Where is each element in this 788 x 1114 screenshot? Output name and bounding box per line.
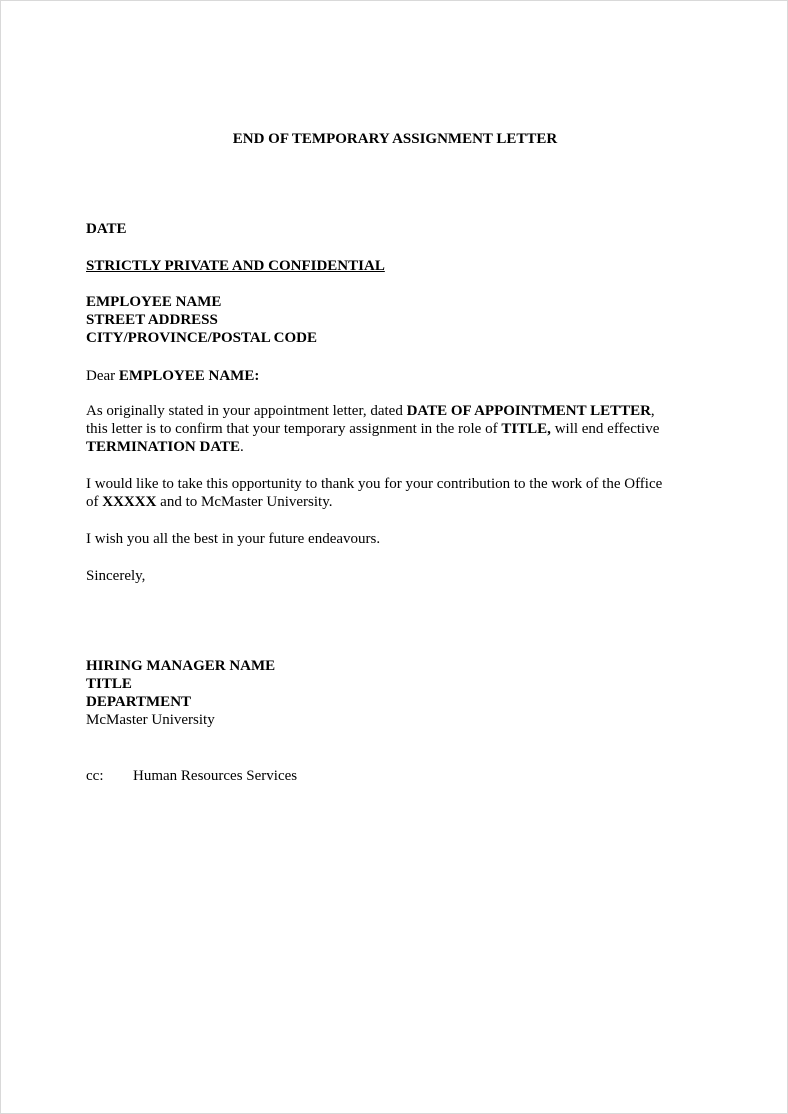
paragraph-text: and to McMaster University. xyxy=(156,494,333,510)
office-placeholder: XXXXX xyxy=(102,494,157,510)
cc-label: cc: xyxy=(86,768,104,784)
paragraph-text: will end effective xyxy=(550,421,660,437)
paragraph-confirmation xyxy=(86,402,701,456)
termination-date-placeholder: TERMINATION DATE xyxy=(86,439,241,455)
recipient-address xyxy=(86,293,701,347)
paragraph-text: this letter is to confirm that your temporary assignment in the role of xyxy=(86,421,502,437)
signer-department: DEPARTMENT xyxy=(86,694,192,710)
title-placeholder: TITLE, xyxy=(501,421,551,437)
salutation-name: EMPLOYEE NAME: xyxy=(118,368,260,384)
letter-title: END OF TEMPORARY ASSIGNMENT LETTER xyxy=(232,131,558,147)
salutation-prefix: Dear xyxy=(86,368,119,384)
salutation xyxy=(86,367,701,385)
confidential-notice: STRICTLY PRIVATE AND CONFIDENTIAL xyxy=(86,258,385,274)
paragraph-wishes: I wish you all the best in your future endeavours. xyxy=(86,531,381,547)
recipient-street: STREET ADDRESS xyxy=(86,312,218,328)
paragraph-text: . xyxy=(240,439,244,455)
signer-name: HIRING MANAGER NAME xyxy=(86,658,276,674)
paragraph-line xyxy=(86,420,701,438)
date-placeholder: DATE xyxy=(86,221,127,237)
paragraph-thanks xyxy=(86,475,701,511)
paragraph-text: As originally stated in your appointment letter, dated xyxy=(86,403,407,419)
signer-title: TITLE xyxy=(86,676,132,692)
closing: Sincerely, xyxy=(86,568,146,584)
signature-block xyxy=(86,657,701,729)
paragraph-text: of xyxy=(86,494,103,510)
cc-recipient: Human Resources Services xyxy=(133,768,298,784)
signer-organization: McMaster University xyxy=(86,712,215,728)
paragraph-text: , xyxy=(650,403,655,419)
recipient-city: CITY/PROVINCE/POSTAL CODE xyxy=(86,330,318,346)
cc-line xyxy=(86,767,701,785)
appointment-date-placeholder: DATE OF APPOINTMENT LETTER xyxy=(406,403,651,419)
paragraph-line xyxy=(86,438,701,456)
paragraph-line xyxy=(86,493,701,511)
paragraph-line: I would like to take this opportunity to thank you for your contribution to the work of the Office xyxy=(86,476,663,492)
recipient-name: EMPLOYEE NAME xyxy=(86,294,222,310)
paragraph-line xyxy=(86,402,701,420)
